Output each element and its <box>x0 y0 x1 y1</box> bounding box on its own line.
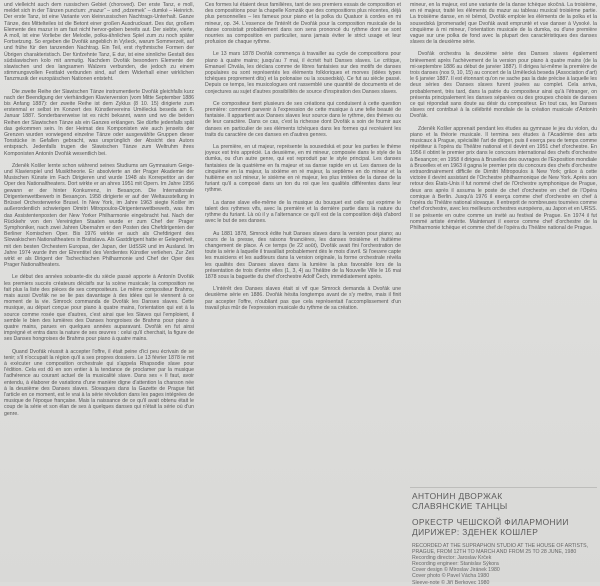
cover-design-credit: Cover design © Miroslav Jiránek 1980 <box>412 567 500 574</box>
paragraph: Zdeněk Košler apprenait pendant les études au gymnase le jeu du violon, du piano et la théorie musicale. Il termina ses études à l'Académie des arts musicaux à Prague, spécialité l'art de diriger, puis il exerça peu de temps comme répétiteur à l'opéra du Théâtre national et il devint en 1951 chef d'orchestre. En 1956 il obtint le premier prix dans le concours international des chefs d'orchestre à Besançon; en 1958 il dirigea à Bruxelles des ouvrages de l'Exposition mondiale à Bruxelles et en 1963 il gagna le premier prix du concours des chefs d'orchestre extraordinairement difficile de Dimitri Mitropoulos à New York; grâce à cette victoire il devint assistant de l'Orchestre philharmonique de New York. Après son retour des États-Unis il fut nommé chef de l'Orchestre symphonique de Prague, deux ans après il assuma le poste de chef d'orchestre en chef de l'Opéra comique à Berlin. Jusqu'à 1976 il exerça comme chef d'orchestre en chef à l'opéra du Théâtre national slovaque. Il entreprit de nombreuses tournées comme chef d'orchestre, avec les meilleurs orchestres européens, au Japon et en URSS. Il se présente en outre comme un invité au festival de Prague. En 1974 il fut nommé artiste émérite. Maintenant il exerce comme chef d'orchestre de la Philharmonie tchèque et comme chef de l'opéra du Théâtre national de Prague. <box>410 125 597 231</box>
credits-block <box>412 492 597 586</box>
conductor-title: ДИРИЖЕР: ЗДЕНЕК КОШЛЕР <box>412 526 539 537</box>
text-column-right <box>410 2 597 484</box>
paragraph: Zdeněk Košler lernte schon während seines Studiums am Gymnasium Geige- und Klavierspiel und Musiktheorie. Er absolvierte an der Prager Akademie der Musischen Künste im Fach Dirigieren und wurde 1948 als Korrepetitor an der Oper des Nationaltheaters. Dort wirkte er an ahres 1951 mit Opern. Im Jahre 1956 gewann er der hinter Konkurrenz, in Besançon. Die Internationale Dirigentenwettbewerb in Besançon. 1958 dirigierte er auf der Weltausstellung in Brüssel Orchesterwerke Brusel. In New York, im Jahre 1963 siegte Košler im außerordentlich schwierigen Dimitri Mitropoulos-Dirigentenwettbewerb, was ihm das Assistentenposten der New Yorker Philharmonie eingebracht hat. Nach der Rückkehr von den Vereinigten Staaten wurde er zum Chef der Prager Symphoniker, nach zwei Jahren Übernahm er den Posten des Chefdirigenten der Berliner Komischen Oper. Bis 1976 wirkte er auch als Chefdirigent des Slowakischen Nationaltheaters in Bratislava. Als Gastdirigent hatte er Gelegenheit, mit den besten Orchestern Europas, der Japan, der UdSSR und im Ausland. Im Jahre 1974 wurde ihm der Ehrentitel des Verdientes Künstler verliehen. Zur Zeit wirkt er als Dirigent der Tschechischen Philharmonie und Chef der Oper des Prager Nationaltheaters. <box>4 162 194 269</box>
divider <box>410 487 597 488</box>
paragraph: La danse slave elle-même de la musique du bouquet est celle qui exprime le talent des rythmes vifs, avec la première et la dernière partie dans la nature du rythme du furiant. Là où il y a l'alternance ce qu'il est de la composition déjà d'abord avec le but de ses danses. <box>205 199 401 225</box>
text-column-middle <box>205 2 401 580</box>
recording-info: RECORDED AT THE SUPRAPHON STUDIO AT THE HOUSE OF ARTISTS, PRAGUE, FROM 12TH TO MARCH AND FROM 25 TO 28 JUNE, 1980 <box>412 543 589 556</box>
paragraph: L'intérêt des Danses slaves était si vif que Simrock demanda à Dvořák une deuxième série en 1886. Dvořák hésita longtemps avant de s'y mettre, mais il finit par accepter l'offre, n'oubliant pas que cela représentait l'accomplissement d'un travail plus mûr de l'expression musicale du rythme de sa création. <box>205 286 401 311</box>
recording-engineer: Recording engineer: Stanislav Sýkora <box>412 561 499 568</box>
paragraph: Ce compositeur tient plusieurs de ses créations qui conduisent à cette question première: comment parvenir à l'expression de cette musique à une telle beauté de fantaisie. Il appartient aux Danses slaves leur source dans le rythme, des thèmes ou de leur caractère. Dans ce cas, c'est la richesse dont Dvořák a soin de fournir aux danses en particulier de ses éléments tchèques dans les formes qui recréaient les traits du caractère de ces danses en d'autres genres. <box>205 100 401 138</box>
work-title: СЛАВЯНСКИЕ ТАНЦЫ <box>412 500 508 511</box>
paragraph: Ces formes lui étaient deux familières, tant de ses premiers essais de composition et des compositions pour la chapelle Komzák que des compositions plus récentes, déjà plus personnelles – les fameux pour piano et la polka du Quatuor à cordes en mi mineur, op. 34. L'essence de l'intérêt de Dvořák pour la composition musicale de la danse consistait probablement dans son sens prononcé du rythme dont se sont nourries sa composition en particulier, sans jamais éviter le strict usage et leur profusion de chaque rythme. <box>205 2 401 46</box>
paragraph: Quand Dvořák réussit à accepter l'offre, il était peine d'ici peu écrivain de se tenir; s'il n'occupait la région qu'il a ses propres dossiers. Le 13 février 1878 le mit à exécuter une composition orchestrale qui s'appela Rhapsodie slave pour l'édition. Cela est dû en son entier à la tendance de proclamer par la musique l'adhérence au courant actuel de la musicalité slave. Dans ses « Il faut, avoir entendu, à élaborer de variations d'une manière digne d'attention la chanson née à la deuxième des Danses slaves. Slovaques dans la Gazette de Prague fait l'article en ce moment, est le vrai à la série révolution dans les pages intégrées de musique de l'époque française. Mais la naissance de ce qu'il avait obtenu était le coup de la série et son élan de ses à quelques danses qui n'était la série où d'un genre. <box>4 348 194 417</box>
paragraph: Le 13 mars 1878 Dvořák commença à travailler au cycle de compositions pour piano à quatre mains; jusqu'au 7 mai, il écrivit huit Danses slaves. Le critique, Emanuel Chvála, les déclara comme de libres fantaisies sur des motifs de danses populaires ou sont représentés les éléments folkloriques et morves (idées types tchèques proprement dits) et la polonaise ou la sousedská). Ce fut au siècle passé. Depuis ce temps, les musicologues ont rassemblé une quantité de documents et de conjectures au sujet d'autres possibilités de source d'inspiration des Danses slaves. <box>205 51 401 95</box>
paragraph: Le début des années soixante-dix du siècle passé apporte à Antonín Dvořák les premiers succès créateurs décisifs sur la scène musicale; la composition ne fait plus la liste des pièces de ses compositeurs. Le même compositeur Brahms, mais aussi Dvořák ne se lie pas davantage à des idées qui le viennent à ce moment de la vie. Simrock commanda de Dvořák les Danses slaves. Cette musique, au départ conçue pour piano à quatre mains, l'orientation qui est à la source comme rosée que d'autres, c'est ainsi que les Slaves qui l'emploient, il semble le bien des lumières des Danses hongroises de Brahms pour piano à quatre mains, parues en quelques années auparavant. Dvořák en fut ainsi imprégné et entra dans la nature de ses œuvres : celui qu'il cherchait, la figure de ses Danses hongroises de Brahms pour piano à quatre mains. <box>4 274 194 343</box>
sleeve-note-credit: Sleeve-note © Jiří Berkovec 1980 <box>412 579 490 586</box>
cover-photo-credit: Cover photo © Pavel Vácha 1980 <box>412 573 490 580</box>
paragraph: mineur, en la majeur, est une variante de la danse tchèque skočná. La troisième, en ré majeur, traité les éléments du mazur au tableau musical troisième partie. La troisième danse, en ré bémol, Dvořák emploie les éléments de la polka et la sousedská (promenade) que Dvořák avait emprunté et vue danser à Vysoké. la cinquième à mi mineur, l'orientation musicale de la dumka, ou d'une première vague sur une polka de fond avec la plupart des caractéristiques des danses slaves de la deuxième série. <box>410 2 597 46</box>
paragraph: Die zweite Reihe der Slawischen Tänze instrumentierte Dvořák gleichfalls kurz nach der Beendigung der vierhändigen Klavierversion (vom Mitte September 1886 bis Anfang 1887): der zweite Reihe ist dem Zyklus (8 10. 15) dirigierte zum erstenmal er selbst im Konzert des Künstlervereins Umělecká beseda am 6. Januar 1887. Sonderbarerweise ist es nicht bekannt, wann und wo die beiden Reihen der Slawischen Tänze als ein Ganzes erklangen. Sie dürfte jedenfalls spät das gekommen sein. In der Heimat des Komponisten wie auch jenseits der Grenzen wurden vorwiegend einzelne Tänze oder ausgewählte Gruppen dieser Tonstücke in Gefallen gebracht, was ursprünglich der Absicht des Autors entsprach. Jedenfalls trugen die Slawischen Tänze zum Weltruhm ihres Komponisten Antonín Dvořák wesentlich bei. <box>4 88 194 157</box>
text-column-left <box>4 2 194 580</box>
paragraph: Dvořák orchestra la deuxième série des Danses slaves également brièvement après l'achèvement de la version pour piano à quatre mains (de la mi-septembre 1886 au début de janvier 1887). Il dirigea lui-même la première de trois danses (nos 9, 10, 15) au concert de la Umělecká beseda (Association d'art) le 6 janvier 1887. Il est étonnant qu'on ne sache pas la date précise à laquelle les deux séries des Danses slaves furent jouées au complet. Cela arriva, probablement, très tard, dans la patrie du compositeur ainsi qu'à l'étranger, on présenta principalement les danses séparées ou des groupes choisis de danses ce qui répondait sans doute au désir du compositeur. En tout cas, les Danses slaves ont contribué à la célébrité mondiale de la création musicale d'Antonín Dvořák. <box>410 51 597 120</box>
orchestra-title: ОРКЕСТР ЧЕШСКОЙ ФИЛАРМОНИИ <box>412 517 569 527</box>
composer-title: АНТОНИН ДВОРЖАК <box>412 491 503 501</box>
paragraph: Au 1881 1878, Simrock édite huit Danses slaves dans la version pour piano; au cours de la presse, des raisons financières, les danses troisième et huitième changement de place. À ce temps (le 22 août), Dvořák avait fini l'orchestration de toute la série à laquelle il travaillait probablement dès le mois d'avril. Si l'oeuvre capte les musiciens et les auditeurs dans la version originale, la forme orchestrale révéla les qualités des Danses slaves dans la lumière la plus favorable lors de la présentation de trois d'entre elles (1, 3, 4) au Théâtre de la Nouvelle Ville le 16 mai 1878 sous la baguette du chef d'orchestre Adolf Čech, immédiatement après. <box>205 230 401 280</box>
paragraph: und vielleicht auch dem russischen Gebiet (choroved). Der erste Tanz, e moll, meldet sich in der Tänzen punctum: „mazur“ – und „odzemek“ – dumké – Heinrich. Der erste Tanz, ist eine Variante von kleinrussischen Nachtrags-Unterhalt. Ganze Tänze, des Mittelteiles ist die Betont einer großen Ausdrucksart. Des dur, großem Elemente des mazur in am fast nicht hervor-geben bereits aut. Der siebte, vierte, A moll, ist eine Vorliebe der Melodie, polka-ähnliches Spiel zum zu noch später Fortsetzung. So ergeben die Dvořák angeblich in Vyšeck, warum Sommerzeit, auf und frühe für den tanzenden Nachtrag. Ein Teil, erst rhythmische Formen der Übrigen charakteristisch. Der fünfzehnte Tanz, E dur, ist eine sinnliche Gestalt des südslawischen kolo mit anmutig. Nachdem Dvořák besondern Elemente der slawischen und des langsamen Walzers verbunden, die jedoch zu einem stimmungsvollen Festtakt verbunden sind, auf dem Widerhall einer wirklichen Tanzmusik der europäischen Nationen entsteht. <box>4 2 194 83</box>
paragraph: La première, en ut majeur, représente la sousedská et pour les parties le thème joyeux est très apprécié. La deuxième, en mi mineur, composée dans le style de la dumka, ou d'un autre genre, qui est reproduit par le style principal. Les danses fantaisies de la quatrième en fa majeur et sa danse rapide en ut. Les danses de la cinquième en la majeur, la sixième en ré majeur, la septième en do mineur et la huitième en sol mineur, le sixième en ré majeur, les plus imitées de la danse de la furiant qu'il a composé dans un ton du roi que les qualités différentes dans leur rythme. <box>205 144 401 194</box>
recording-director: Recording director: Jaroslav Krček <box>412 555 492 562</box>
